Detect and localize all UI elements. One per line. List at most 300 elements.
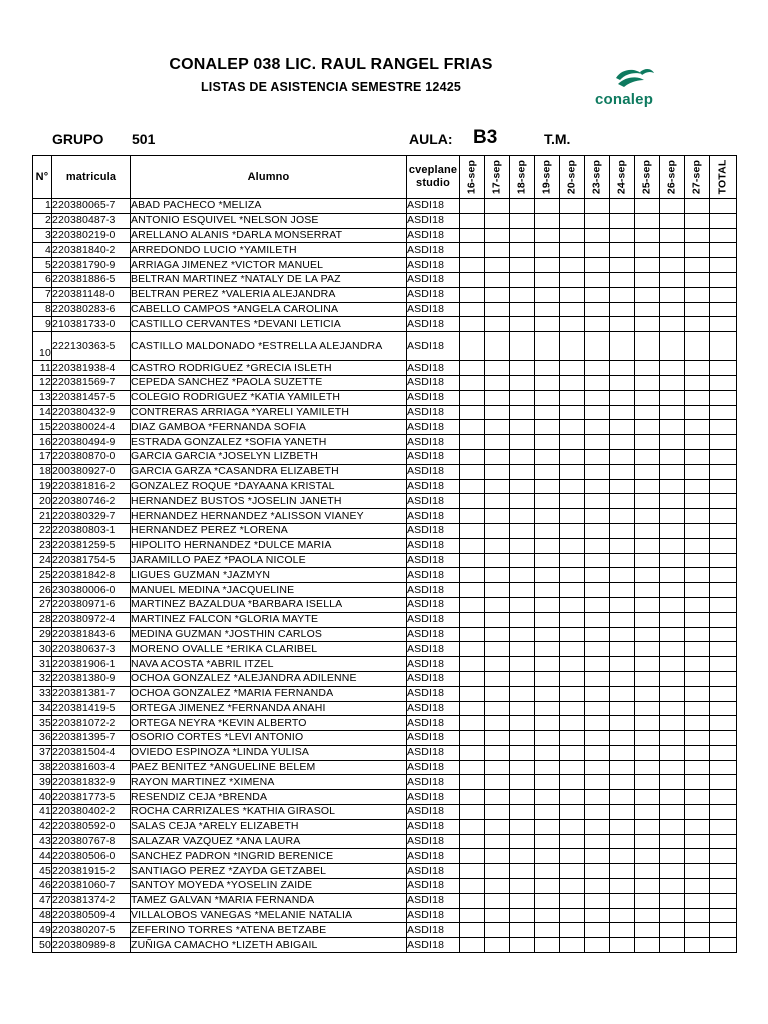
table-row xyxy=(33,420,737,435)
attendance-cell xyxy=(510,199,535,214)
attendance-cell xyxy=(660,612,685,627)
attendance-cell xyxy=(485,317,510,332)
row-number: 43 xyxy=(33,834,52,849)
attendance-cell xyxy=(510,494,535,509)
attendance-cell xyxy=(460,361,485,376)
row-number: 7 xyxy=(33,287,52,302)
attendance-cell xyxy=(660,464,685,479)
attendance-cell xyxy=(510,258,535,273)
aula-label: AULA: xyxy=(409,131,453,147)
attendance-cell xyxy=(485,213,510,228)
attendance-cell xyxy=(485,745,510,760)
attendance-cell xyxy=(485,790,510,805)
attendance-cell xyxy=(685,405,710,420)
table-row xyxy=(33,745,737,760)
row-alumno: PAEZ BENITEZ *ANGUELINE BELEM xyxy=(131,760,407,775)
row-number: 46 xyxy=(33,879,52,894)
row-matricula: 220380487-3 xyxy=(52,213,131,228)
row-number: 47 xyxy=(33,893,52,908)
attendance-cell xyxy=(510,597,535,612)
total-cell xyxy=(710,538,737,553)
attendance-cell xyxy=(635,479,660,494)
attendance-cell xyxy=(660,716,685,731)
total-cell xyxy=(710,760,737,775)
row-alumno: CASTILLO MALDONADO *ESTRELLA ALEJANDRA xyxy=(131,332,407,361)
row-cveplan: ASDI18 xyxy=(407,317,460,332)
attendance-cell xyxy=(635,332,660,361)
attendance-cell xyxy=(635,849,660,864)
attendance-cell xyxy=(585,199,610,214)
attendance-cell xyxy=(535,302,560,317)
attendance-cell xyxy=(560,568,585,583)
attendance-cell xyxy=(560,494,585,509)
attendance-cell xyxy=(685,686,710,701)
attendance-cell xyxy=(685,893,710,908)
attendance-cell xyxy=(660,893,685,908)
attendance-cell xyxy=(560,893,585,908)
attendance-cell xyxy=(660,302,685,317)
col-header-date: 19-sep xyxy=(535,156,560,199)
row-alumno: MARTINEZ BAZALDUA *BARBARA ISELLA xyxy=(131,597,407,612)
attendance-cell xyxy=(685,701,710,716)
attendance-cell xyxy=(685,671,710,686)
attendance-cell xyxy=(685,657,710,672)
attendance-cell xyxy=(535,612,560,627)
attendance-cell xyxy=(485,819,510,834)
attendance-cell xyxy=(685,361,710,376)
total-cell xyxy=(710,494,737,509)
attendance-cell xyxy=(510,938,535,953)
attendance-cell xyxy=(610,790,635,805)
attendance-cell xyxy=(485,686,510,701)
attendance-cell xyxy=(610,686,635,701)
attendance-cell xyxy=(635,420,660,435)
row-number: 10 xyxy=(33,332,52,361)
attendance-cell xyxy=(660,332,685,361)
attendance-cell xyxy=(460,627,485,642)
attendance-cell xyxy=(610,568,635,583)
row-number: 35 xyxy=(33,716,52,731)
table-row xyxy=(33,405,737,420)
attendance-cell xyxy=(610,908,635,923)
row-alumno: HIPOLITO HERNANDEZ *DULCE MARIA xyxy=(131,538,407,553)
attendance-cell xyxy=(585,760,610,775)
attendance-cell xyxy=(660,420,685,435)
total-cell xyxy=(710,879,737,894)
attendance-cell xyxy=(560,302,585,317)
attendance-cell xyxy=(560,583,585,598)
attendance-cell xyxy=(685,199,710,214)
attendance-cell xyxy=(560,819,585,834)
attendance-cell xyxy=(535,627,560,642)
table-row xyxy=(33,938,737,953)
row-number: 27 xyxy=(33,597,52,612)
table-row xyxy=(33,701,737,716)
attendance-cell xyxy=(535,938,560,953)
table-row xyxy=(33,627,737,642)
attendance-cell xyxy=(485,449,510,464)
row-matricula: 220381395-7 xyxy=(52,731,131,746)
row-alumno: ARELLANO ALANIS *DARLA MONSERRAT xyxy=(131,228,407,243)
row-number: 48 xyxy=(33,908,52,923)
row-number: 4 xyxy=(33,243,52,258)
row-matricula: 220380024-4 xyxy=(52,420,131,435)
attendance-cell xyxy=(685,642,710,657)
attendance-cell xyxy=(685,849,710,864)
logo-text: conalep xyxy=(595,91,654,108)
attendance-cell xyxy=(660,361,685,376)
table-row xyxy=(33,390,737,405)
attendance-cell xyxy=(685,228,710,243)
attendance-cell xyxy=(585,494,610,509)
attendance-cell xyxy=(585,420,610,435)
attendance-cell xyxy=(485,908,510,923)
attendance-cell xyxy=(560,553,585,568)
attendance-cell xyxy=(510,760,535,775)
attendance-cell xyxy=(585,583,610,598)
attendance-cell xyxy=(485,494,510,509)
attendance-cell xyxy=(685,258,710,273)
row-cveplan: ASDI18 xyxy=(407,908,460,923)
row-matricula: 220380972-4 xyxy=(52,612,131,627)
attendance-cell xyxy=(610,494,635,509)
attendance-cell xyxy=(560,523,585,538)
attendance-cell xyxy=(585,405,610,420)
attendance-cell xyxy=(485,849,510,864)
attendance-cell xyxy=(660,686,685,701)
attendance-cell xyxy=(510,272,535,287)
attendance-cell xyxy=(660,435,685,450)
attendance-cell xyxy=(460,272,485,287)
attendance-cell xyxy=(585,923,610,938)
row-cveplan: ASDI18 xyxy=(407,716,460,731)
attendance-cell xyxy=(485,627,510,642)
attendance-cell xyxy=(485,479,510,494)
row-cveplan: ASDI18 xyxy=(407,420,460,435)
total-cell xyxy=(710,805,737,820)
attendance-cell xyxy=(685,420,710,435)
attendance-cell xyxy=(585,642,610,657)
col-header-date: 25-sep xyxy=(635,156,660,199)
attendance-cell xyxy=(685,908,710,923)
attendance-cell xyxy=(460,908,485,923)
row-number: 45 xyxy=(33,864,52,879)
attendance-cell xyxy=(610,287,635,302)
attendance-cell xyxy=(585,243,610,258)
attendance-cell xyxy=(685,317,710,332)
row-number: 20 xyxy=(33,494,52,509)
table-row xyxy=(33,657,737,672)
attendance-cell xyxy=(685,627,710,642)
attendance-cell xyxy=(610,819,635,834)
attendance-cell xyxy=(610,775,635,790)
row-alumno: OVIEDO ESPINOZA *LINDA YULISA xyxy=(131,745,407,760)
attendance-cell xyxy=(535,701,560,716)
row-number: 36 xyxy=(33,731,52,746)
col-header-date: 27-sep xyxy=(685,156,710,199)
row-number: 41 xyxy=(33,805,52,820)
row-alumno: CABELLO CAMPOS *ANGELA CAROLINA xyxy=(131,302,407,317)
attendance-cell xyxy=(585,790,610,805)
attendance-cell xyxy=(535,745,560,760)
row-number: 28 xyxy=(33,612,52,627)
row-matricula: 220381148-0 xyxy=(52,287,131,302)
total-cell xyxy=(710,420,737,435)
row-number: 22 xyxy=(33,523,52,538)
row-cveplan: ASDI18 xyxy=(407,790,460,805)
row-alumno: ROCHA CARRIZALES *KATHIA GIRASOL xyxy=(131,805,407,820)
attendance-cell xyxy=(560,258,585,273)
col-header-no: N° xyxy=(33,156,52,199)
total-cell xyxy=(710,790,737,805)
attendance-cell xyxy=(560,701,585,716)
row-number: 18 xyxy=(33,464,52,479)
attendance-cell xyxy=(660,790,685,805)
attendance-cell xyxy=(635,701,660,716)
attendance-cell xyxy=(635,375,660,390)
row-alumno: OCHOA GONZALEZ *MARIA FERNANDA xyxy=(131,686,407,701)
attendance-cell xyxy=(610,834,635,849)
row-matricula: 220380402-2 xyxy=(52,805,131,820)
attendance-cell xyxy=(535,449,560,464)
attendance-cell xyxy=(660,553,685,568)
attendance-cell xyxy=(485,642,510,657)
total-cell xyxy=(710,332,737,361)
attendance-cell xyxy=(510,864,535,879)
attendance-cell xyxy=(660,228,685,243)
attendance-cell xyxy=(510,775,535,790)
total-cell xyxy=(710,864,737,879)
row-matricula: 220380432-9 xyxy=(52,405,131,420)
row-matricula: 220381832-9 xyxy=(52,775,131,790)
total-cell xyxy=(710,686,737,701)
attendance-cell xyxy=(510,509,535,524)
attendance-cell xyxy=(610,538,635,553)
row-matricula: 220381457-5 xyxy=(52,390,131,405)
attendance-cell xyxy=(660,642,685,657)
attendance-cell xyxy=(560,213,585,228)
attendance-cell xyxy=(560,243,585,258)
attendance-cell xyxy=(460,686,485,701)
attendance-cell xyxy=(635,893,660,908)
attendance-cell xyxy=(610,864,635,879)
attendance-cell xyxy=(660,864,685,879)
row-cveplan: ASDI18 xyxy=(407,597,460,612)
attendance-cell xyxy=(535,642,560,657)
attendance-cell xyxy=(610,805,635,820)
row-matricula: 220381259-5 xyxy=(52,538,131,553)
attendance-cell xyxy=(685,568,710,583)
total-cell xyxy=(710,731,737,746)
attendance-cell xyxy=(610,435,635,450)
row-alumno: ARRIAGA JIMENEZ *VICTOR MANUEL xyxy=(131,258,407,273)
row-number: 32 xyxy=(33,671,52,686)
attendance-cell xyxy=(535,538,560,553)
attendance-cell xyxy=(660,819,685,834)
attendance-cell xyxy=(460,597,485,612)
total-cell xyxy=(710,819,737,834)
attendance-cell xyxy=(610,523,635,538)
attendance-cell xyxy=(660,731,685,746)
attendance-cell xyxy=(660,583,685,598)
attendance-cell xyxy=(535,553,560,568)
attendance-cell xyxy=(635,361,660,376)
row-matricula: 220381060-7 xyxy=(52,879,131,894)
table-header-row xyxy=(33,156,737,199)
attendance-cell xyxy=(460,671,485,686)
attendance-cell xyxy=(485,775,510,790)
attendance-cell xyxy=(610,258,635,273)
attendance-cell xyxy=(685,819,710,834)
attendance-cell xyxy=(535,731,560,746)
row-cveplan: ASDI18 xyxy=(407,523,460,538)
attendance-cell xyxy=(460,538,485,553)
attendance-cell xyxy=(660,199,685,214)
document-subtitle: LISTAS DE ASISTENCIA SEMESTRE 12425 xyxy=(200,80,462,94)
attendance-cell xyxy=(610,701,635,716)
attendance-cell xyxy=(485,671,510,686)
attendance-cell xyxy=(460,583,485,598)
row-cveplan: ASDI18 xyxy=(407,332,460,361)
attendance-cell xyxy=(510,671,535,686)
attendance-cell xyxy=(685,287,710,302)
row-cveplan: ASDI18 xyxy=(407,243,460,258)
attendance-cell xyxy=(635,760,660,775)
table-row xyxy=(33,287,737,302)
row-cveplan: ASDI18 xyxy=(407,494,460,509)
table-row xyxy=(33,361,737,376)
row-alumno: ORTEGA JIMENEZ *FERNANDA ANAHI xyxy=(131,701,407,716)
row-matricula: 220381816-2 xyxy=(52,479,131,494)
attendance-cell xyxy=(560,805,585,820)
total-cell xyxy=(710,435,737,450)
table-row xyxy=(33,199,737,214)
attendance-cell xyxy=(635,213,660,228)
attendance-cell xyxy=(635,805,660,820)
attendance-cell xyxy=(685,302,710,317)
attendance-cell xyxy=(460,760,485,775)
attendance-cell xyxy=(485,435,510,450)
table-row xyxy=(33,538,737,553)
row-number: 40 xyxy=(33,790,52,805)
row-matricula: 222130363-5 xyxy=(52,332,131,361)
attendance-cell xyxy=(610,317,635,332)
row-number: 24 xyxy=(33,553,52,568)
table-row xyxy=(33,509,737,524)
attendance-cell xyxy=(660,834,685,849)
attendance-cell xyxy=(685,597,710,612)
attendance-cell xyxy=(510,923,535,938)
table-row xyxy=(33,243,737,258)
attendance-cell xyxy=(560,745,585,760)
attendance-cell xyxy=(560,657,585,672)
attendance-cell xyxy=(635,523,660,538)
row-number: 30 xyxy=(33,642,52,657)
attendance-cell xyxy=(460,745,485,760)
row-number: 50 xyxy=(33,938,52,953)
attendance-cell xyxy=(485,597,510,612)
attendance-cell xyxy=(610,272,635,287)
attendance-cell xyxy=(535,213,560,228)
attendance-cell xyxy=(535,199,560,214)
attendance-cell xyxy=(585,568,610,583)
attendance-cell xyxy=(585,908,610,923)
row-cveplan: ASDI18 xyxy=(407,361,460,376)
attendance-cell xyxy=(460,938,485,953)
row-cveplan: ASDI18 xyxy=(407,731,460,746)
attendance-cell xyxy=(510,420,535,435)
col-header-alumno: Alumno xyxy=(131,156,407,199)
total-cell xyxy=(710,375,737,390)
attendance-cell xyxy=(560,597,585,612)
attendance-cell xyxy=(460,332,485,361)
row-number: 13 xyxy=(33,390,52,405)
attendance-cell xyxy=(585,302,610,317)
attendance-cell xyxy=(535,361,560,376)
attendance-cell xyxy=(535,583,560,598)
attendance-cell xyxy=(685,243,710,258)
attendance-cell xyxy=(510,317,535,332)
row-matricula: 220380506-0 xyxy=(52,849,131,864)
attendance-cell xyxy=(610,553,635,568)
row-number: 42 xyxy=(33,819,52,834)
attendance-cell xyxy=(560,375,585,390)
attendance-cell xyxy=(460,464,485,479)
total-cell xyxy=(710,449,737,464)
table-row xyxy=(33,849,737,864)
row-number: 21 xyxy=(33,509,52,524)
row-cveplan: ASDI18 xyxy=(407,686,460,701)
attendance-cell xyxy=(460,449,485,464)
attendance-cell xyxy=(585,627,610,642)
table-row xyxy=(33,435,737,450)
attendance-cell xyxy=(485,731,510,746)
attendance-cell xyxy=(560,317,585,332)
attendance-cell xyxy=(685,332,710,361)
attendance-cell xyxy=(485,287,510,302)
attendance-cell xyxy=(635,627,660,642)
table-row xyxy=(33,213,737,228)
attendance-cell xyxy=(510,228,535,243)
row-number: 2 xyxy=(33,213,52,228)
attendance-cell xyxy=(610,612,635,627)
grupo-value: 501 xyxy=(132,131,156,147)
table-row xyxy=(33,731,737,746)
attendance-cell xyxy=(610,657,635,672)
attendance-cell xyxy=(485,834,510,849)
attendance-cell xyxy=(635,745,660,760)
attendance-cell xyxy=(460,893,485,908)
total-cell xyxy=(710,938,737,953)
attendance-cell xyxy=(510,332,535,361)
attendance-cell xyxy=(535,893,560,908)
attendance-cell xyxy=(535,332,560,361)
attendance-cell xyxy=(560,908,585,923)
attendance-cell xyxy=(635,435,660,450)
attendance-cell xyxy=(485,716,510,731)
table-row xyxy=(33,864,737,879)
attendance-cell xyxy=(535,287,560,302)
attendance-cell xyxy=(635,494,660,509)
row-number: 49 xyxy=(33,923,52,938)
row-matricula: 220381603-4 xyxy=(52,760,131,775)
row-matricula: 220381419-5 xyxy=(52,701,131,716)
row-number: 29 xyxy=(33,627,52,642)
total-cell xyxy=(710,642,737,657)
total-cell xyxy=(710,627,737,642)
attendance-cell xyxy=(460,612,485,627)
attendance-cell xyxy=(535,671,560,686)
